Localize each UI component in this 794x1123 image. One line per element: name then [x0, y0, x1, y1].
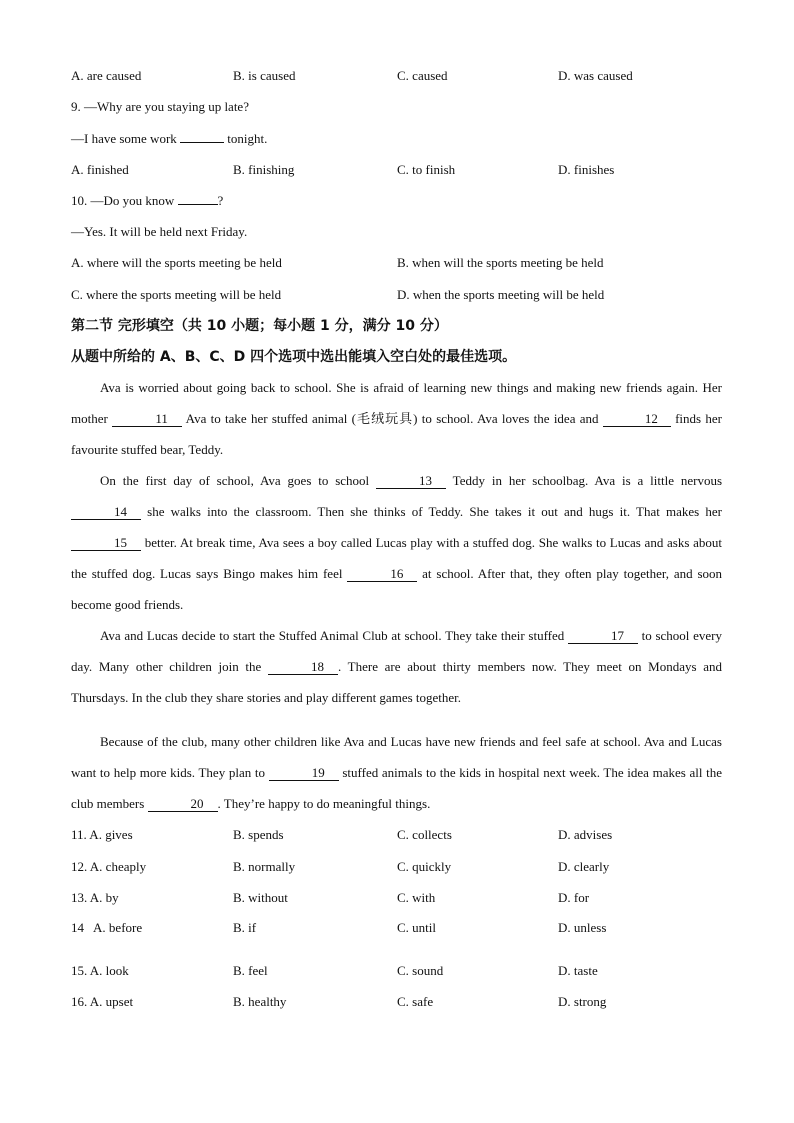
q10-stem-pre: 10. —Do you know [71, 193, 178, 208]
passage-text: Ava and Lucas decide to start the Stuffed Animal Club at school. They take their stuffed [100, 628, 568, 643]
q12-option-d: D. clearly [558, 859, 610, 874]
passage-block-2 [71, 726, 722, 819]
q13-option-d: D. for [558, 890, 590, 905]
q8-option-c: C. caused [397, 68, 448, 83]
q13-option-c: C. with [397, 890, 436, 905]
q10-blank [178, 204, 218, 205]
passage-text: Because of the club, many other children like Ava and Lucas have new friends and feel safe at school. Ava and Lucas want to help more kids. They plan to [71, 734, 722, 780]
section-title: 第二节 完形填空（共 10 小题；每小题 1 分，满分 10 分） [71, 318, 448, 334]
passage-text: finds her favourite stuffed bear, Teddy. [71, 411, 722, 457]
q10-answer-line: —Yes. It will be held next Friday. [71, 224, 248, 239]
passage-text: On the first day of school, Ava goes to school [100, 473, 377, 488]
blank-13: 13 [376, 473, 446, 489]
q10-stem [71, 192, 223, 210]
passage-text: Ava is worried about going back to school. She is afraid of learning new things and making new friends again. Her mother [71, 380, 722, 426]
q16-option-a: 16. A. upset [71, 994, 134, 1009]
passage-text: at school. After that, they often play together, and soon become good friends. [71, 566, 723, 612]
q9-option-a: A. finished [71, 162, 129, 177]
blank-17: 17 [568, 628, 638, 644]
q11-option-c: C. collects [397, 827, 452, 842]
passage-paragraph-3 [71, 620, 722, 713]
q14-option-c: C. until [397, 920, 437, 935]
q11-option-b: B. spends [233, 827, 284, 842]
passage-paragraph-1 [71, 372, 722, 465]
passage-paragraph-2 [71, 465, 722, 620]
q8-option-b: B. is caused [233, 68, 296, 83]
q10-option-d: D. when the sports meeting will be held [397, 287, 605, 302]
q9-blank [180, 142, 224, 143]
q13-option-a: 13. A. by [71, 890, 119, 905]
passage-paragraph-4 [71, 726, 722, 819]
passage-text: stuffed animals to the kids in hospital next week. The idea makes all the club members [71, 765, 722, 811]
q16-option-c: C. safe [397, 994, 434, 1009]
q13-option-b: B. without [233, 890, 288, 905]
blank-16: 16 [347, 566, 417, 582]
blank-15: 15 [71, 535, 141, 551]
q15-option-d: D. taste [558, 963, 598, 978]
passage-text: Ava to take her stuffed animal (毛绒玩具) to school. Ava loves the idea and [182, 411, 603, 426]
q10-option-c: C. where the sports meeting will be held [71, 287, 282, 302]
q15-option-c: C. sound [397, 963, 444, 978]
section-instruction: 从题中所给的 A、B、C、D 四个选项中选出能填入空白处的最佳选项。 [71, 349, 517, 365]
q12-option-b: B. normally [233, 859, 296, 874]
q10-stem-post: ? [217, 193, 224, 208]
passage-block-1 [71, 372, 722, 713]
q8-option-a: A. are caused [71, 68, 142, 83]
passage-text: better. At break time, Ava sees a boy called Lucas play with a stuffed dog. She walks to Lucas and asks about the stuffed dog. Lucas says Bingo makes him feel [71, 535, 722, 581]
q9-option-d: D. finishes [558, 162, 615, 177]
q9-dialogue [71, 130, 267, 148]
q9-text-pre: —I have some work [71, 131, 181, 146]
blank-18: 18 [268, 659, 338, 675]
blank-19: 19 [269, 765, 339, 781]
q15-option-a: 15. A. look [71, 963, 129, 978]
passage-text: Teddy in her schoolbag. Ava is a little nervous [446, 473, 722, 488]
blank-14: 14 [71, 504, 141, 520]
q12-option-a: 12. A. cheaply [71, 859, 147, 874]
q11-option-d: D. advises [558, 827, 613, 842]
q16-option-b: B. healthy [233, 994, 287, 1009]
q8-option-d: D. was caused [558, 68, 633, 83]
passage-text: to school every day. Many other children join the [71, 628, 722, 674]
q14-option-d: D. unless [558, 920, 607, 935]
q11-option-a: 11. A. gives [71, 827, 133, 842]
passage-text: she walks into the classroom. Then she thinks of Teddy. She takes it out and hugs it. That makes her [141, 504, 722, 519]
blank-20: 20 [148, 796, 218, 812]
passage-text: . They’re happy to do meaningful things. [217, 796, 431, 811]
q15-option-b: B. feel [233, 963, 268, 978]
q9-option-b: B. finishing [233, 162, 295, 177]
q9-option-c: C. to finish [397, 162, 456, 177]
blank-11: 11 [112, 411, 182, 427]
q16-option-d: D. strong [558, 994, 607, 1009]
q10-option-b: B. when will the sports meeting be held [397, 255, 604, 270]
q9-stem: 9. —Why are you staying up late? [71, 99, 249, 114]
q14-option-a: 14 A. before [71, 920, 143, 935]
passage-text: they share stories and play different games together. [187, 690, 462, 705]
q14-option-b: B. if [233, 920, 257, 935]
q12-option-c: C. quickly [397, 859, 452, 874]
passage-text: . There are about thirty members now. They meet on Mondays and Thursdays. In the club [71, 659, 722, 705]
q10-option-a: A. where will the sports meeting be held [71, 255, 282, 270]
q9-text-post: tonight. [224, 131, 268, 146]
blank-12: 12 [603, 411, 671, 427]
